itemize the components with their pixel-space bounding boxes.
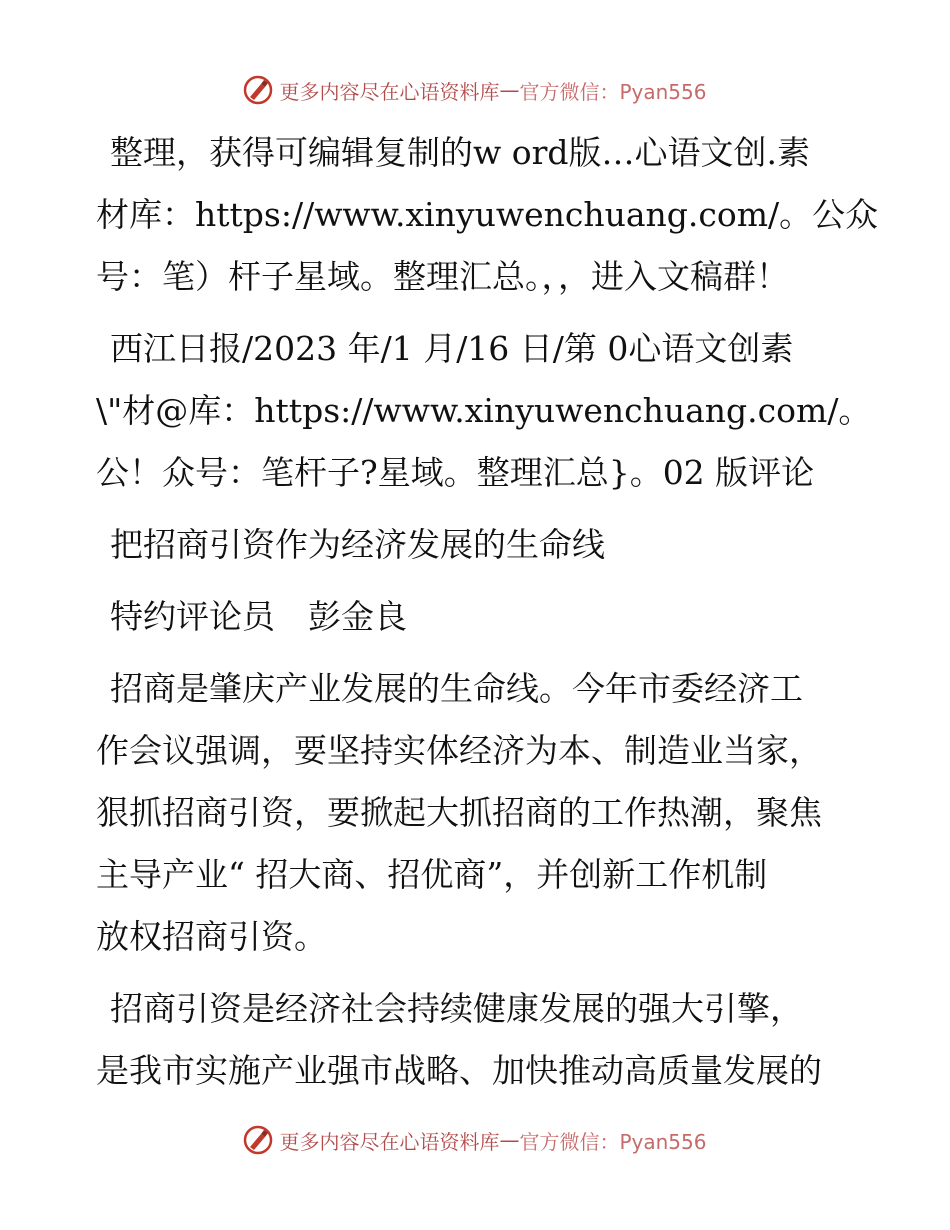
body-paragraph: [96, 658, 856, 968]
source-paragraph: [96, 318, 872, 504]
header-watermark-banner: [0, 70, 950, 110]
text-line: 主导产业“ 招大商、招优商”，并创新工作机制: [96, 855, 768, 894]
text-line: 特约评论员 彭金良: [110, 597, 407, 636]
banner-site-text: 更多内容尽在心语资料库: [279, 79, 500, 104]
document-body: [96, 122, 879, 1102]
pen-logo-icon: [243, 75, 273, 105]
banner-wechat-text: 官方微信：Pyan556: [519, 79, 707, 104]
text-line: 作会议强调，要坚持实体经济为本、制造业当家，: [96, 731, 822, 770]
intro-paragraph: [96, 122, 879, 308]
text-line: 放权招商引资。: [96, 917, 327, 956]
text-line: 西江日报/2023 年/1 月/16 日/第 0心语文创素: [110, 329, 794, 368]
text-line: 招商引资是经济社会持续健康发展的强大引擎，: [110, 989, 803, 1028]
text-line: 狠抓招商引资，要掀起大抓招商的工作热潮，聚焦: [96, 793, 822, 832]
text-line: 公！众号：笔杆子?星域。整理汇总}。02 版评论: [96, 453, 815, 492]
pen-logo-icon: [243, 1125, 273, 1155]
footer-watermark-banner: [0, 1120, 950, 1160]
text-line: \"材@库：https://www.xinyuwenchuang.com/。: [96, 391, 872, 430]
banner-dash: —: [499, 78, 520, 102]
article-author: [96, 586, 856, 648]
banner-site-text: 更多内容尽在心语资料库: [279, 1129, 500, 1154]
text-line: 整理，获得可编辑复制的w ord版…心语文创.素: [110, 133, 810, 172]
article-title: [96, 514, 856, 576]
text-line: 招商是肇庆产业发展的生命线。今年市委经济工: [110, 669, 803, 708]
text-line: 号：笔）杆子星域。整理汇总。，，进入文稿群！: [96, 257, 789, 296]
body-paragraph: [96, 978, 856, 1102]
banner-dash: —: [499, 1128, 520, 1152]
banner-wechat-text: 官方微信：Pyan556: [519, 1129, 707, 1154]
text-line: 是我市实施产业强市战略、加快推动高质量发展的: [96, 1051, 822, 1090]
text-line: 把招商引资作为经济发展的生命线: [110, 525, 605, 564]
text-line: 材库：https://www.xinyuwenchuang.com/。公众: [96, 195, 879, 234]
